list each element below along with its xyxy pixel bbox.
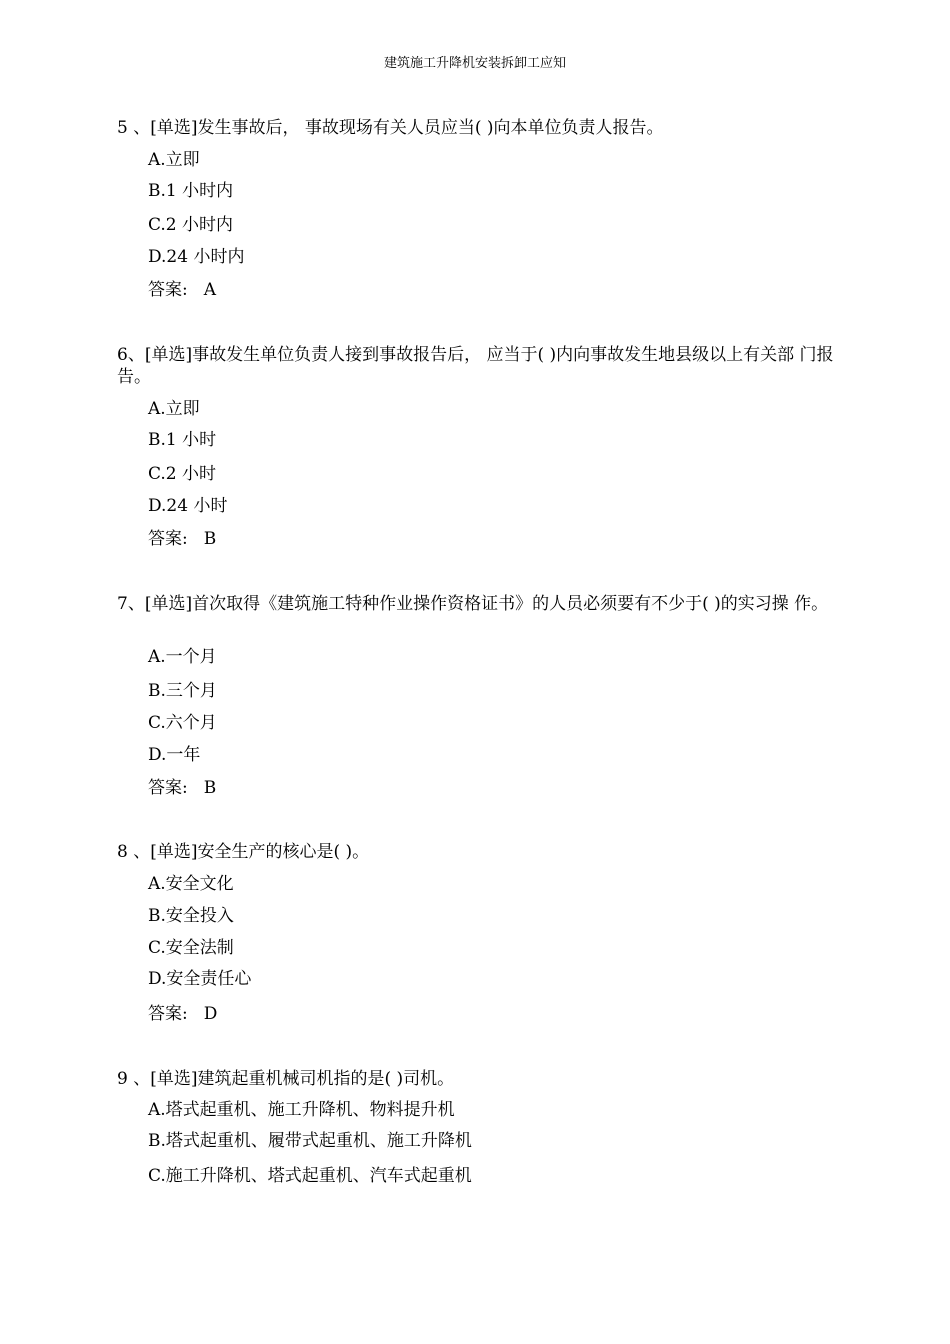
option-c: C.2 小时 — [148, 464, 217, 484]
answer-line — [148, 528, 216, 550]
question-stem: 7、[单选]首次取得《建筑施工特种作业操作资格证书》的人员必须要有不少于( )的实习操 作。 — [117, 594, 829, 614]
answer-label: 答案: — [148, 778, 188, 798]
option-d: D.一年 — [148, 745, 201, 765]
option-d: D.安全责任心 — [148, 969, 252, 989]
option-c: C.施工升降机、塔式起重机、汽车式起重机 — [148, 1166, 472, 1186]
option-a: A.立即 — [148, 399, 200, 419]
option-a: A.安全文化 — [148, 874, 234, 894]
option-d: D.24 小时内 — [148, 247, 245, 267]
option-b: B.三个月 — [148, 681, 217, 701]
question-stem: 8 、[单选]安全生产的核心是( )。 — [117, 842, 370, 862]
page-header: 建筑施工升降机安装拆卸工应知 — [383, 56, 566, 71]
option-a: A.立即 — [148, 150, 200, 170]
answer-line — [148, 777, 216, 799]
answer-value: D — [203, 1004, 218, 1024]
answer-label: 答案: — [148, 1004, 188, 1024]
answer-line — [148, 279, 216, 301]
option-c: C.六个月 — [148, 713, 217, 733]
option-a: A.一个月 — [148, 647, 217, 667]
option-b: B.1 小时内 — [148, 181, 234, 201]
option-b: B.安全投入 — [148, 906, 234, 926]
answer-label: 答案: — [148, 280, 188, 300]
question-stem: 5 、[单选]发生事故后， 事故现场有关人员应当( )向本单位负责人报告。 — [117, 118, 664, 138]
answer-label: 答案: — [148, 529, 188, 549]
option-c: C.安全法制 — [148, 938, 234, 958]
option-c: C.2 小时内 — [148, 215, 234, 235]
question-stem: 6、[单选]事故发生单位负责人接到事故报告后， 应当于( )内向事故发生地县级以上有关部 门报告。 — [117, 345, 834, 387]
answer-line — [148, 1003, 217, 1025]
option-a: A.塔式起重机、施工升降机、物料提升机 — [148, 1100, 455, 1120]
option-b: B.塔式起重机、履带式起重机、施工升降机 — [148, 1131, 472, 1151]
option-d: D.24 小时 — [148, 496, 228, 516]
option-b: B.1 小时 — [148, 430, 217, 450]
question-stem: 9 、[单选]建筑起重机械司机指的是( )司机。 — [117, 1069, 455, 1089]
answer-value: A — [203, 280, 217, 300]
answer-value: B — [203, 529, 217, 549]
answer-value: B — [203, 778, 217, 798]
